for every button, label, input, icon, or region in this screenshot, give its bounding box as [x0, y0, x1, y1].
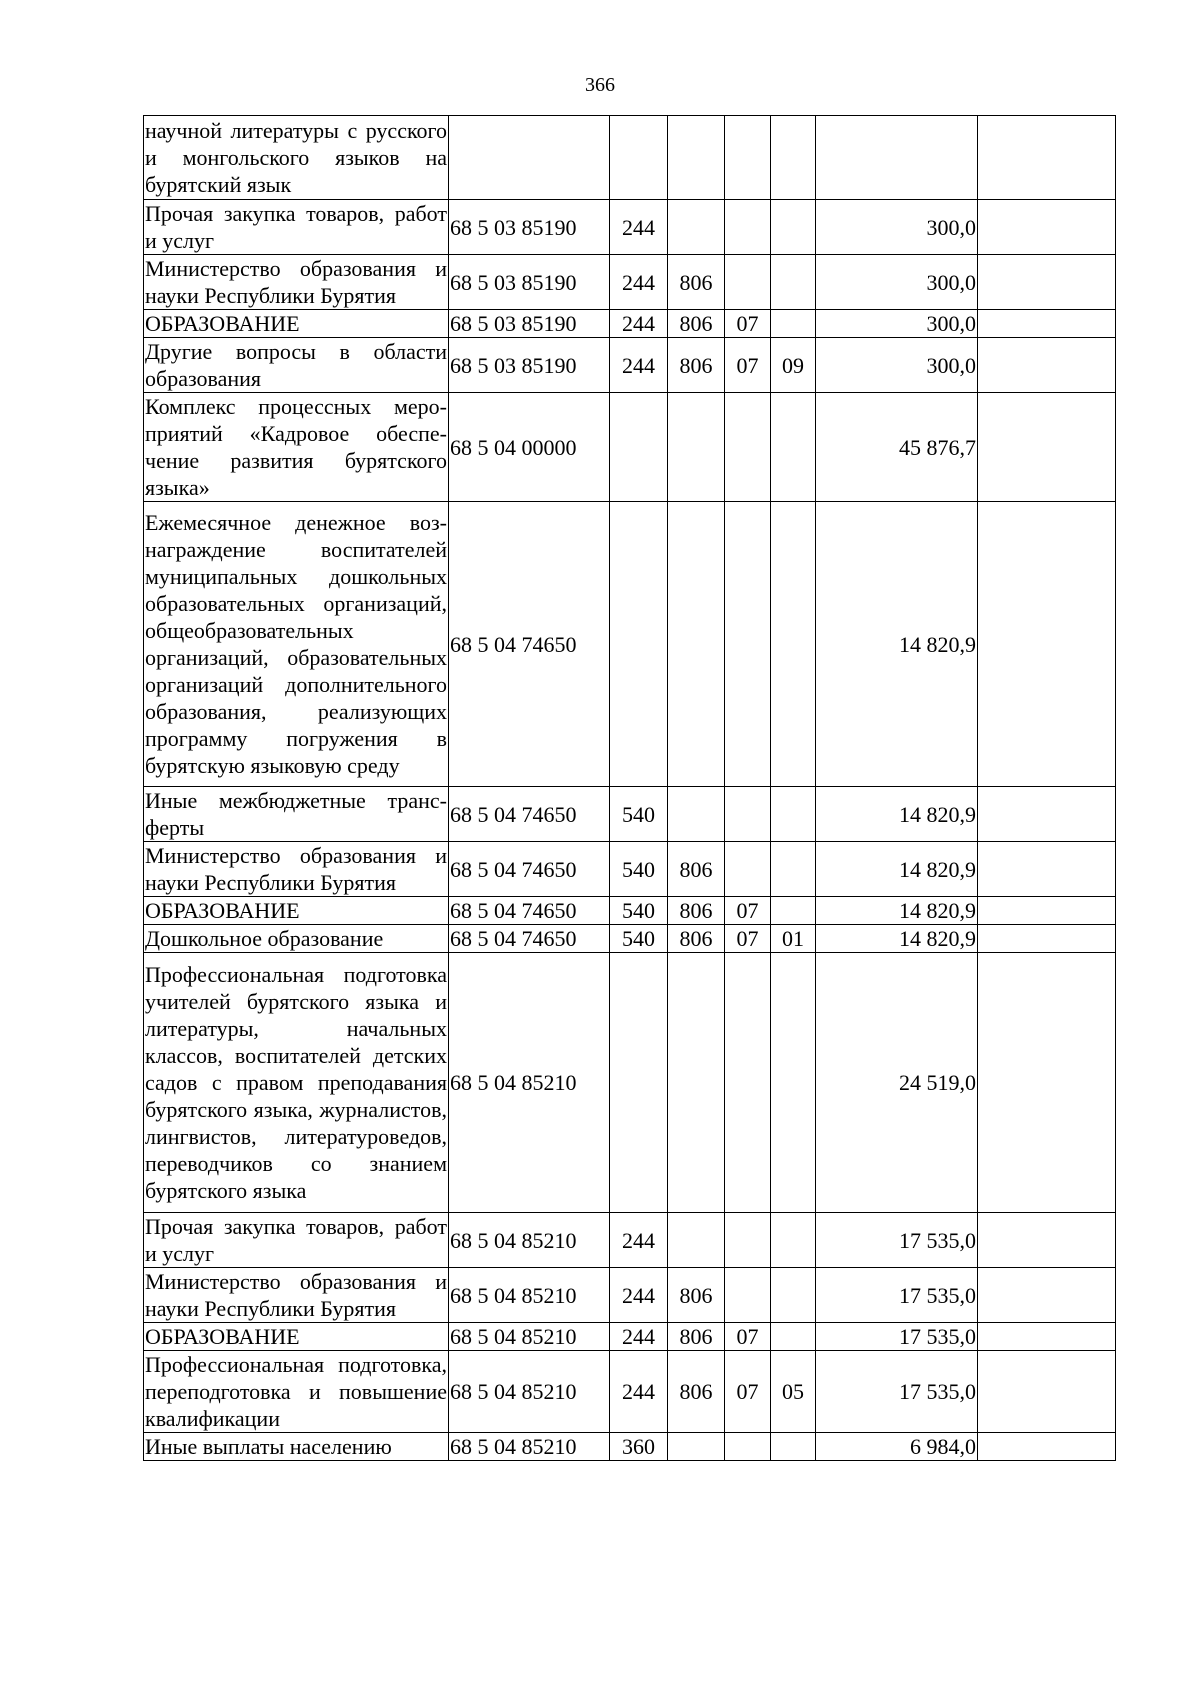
row-section: 07: [725, 338, 771, 393]
row-target-code: [449, 116, 610, 200]
row-empty-cell: [978, 925, 1116, 953]
row-amount: 17 535,0: [816, 1268, 978, 1323]
row-empty-cell: [978, 897, 1116, 925]
row-subsection: [771, 255, 816, 310]
row-expense-type: 540: [610, 897, 668, 925]
row-amount: 17 535,0: [816, 1323, 978, 1351]
row-amount: 14 820,9: [816, 842, 978, 897]
row-section: 07: [725, 925, 771, 953]
row-section: [725, 787, 771, 842]
row-expense-type: 244: [610, 310, 668, 338]
row-amount: 14 820,9: [816, 925, 978, 953]
row-section: 07: [725, 1323, 771, 1351]
row-empty-cell: [978, 1213, 1116, 1268]
row-ministry-code: 806: [668, 925, 725, 953]
row-target-code: 68 5 04 85210: [449, 1323, 610, 1351]
row-empty-cell: [978, 1351, 1116, 1433]
row-ministry-code: 806: [668, 842, 725, 897]
row-section: [725, 200, 771, 255]
row-target-code: 68 5 03 85190: [449, 255, 610, 310]
row-subsection: [771, 1268, 816, 1323]
row-empty-cell: [978, 310, 1116, 338]
row-expense-type: 244: [610, 1213, 668, 1268]
row-amount: 45 876,7: [816, 393, 978, 502]
row-name: Ежемесячное денежное вознаграждение воспитателей муниципальных дошкольных образовательных организаций, общеобразовательных организаций, образовательных организаций дополнительного образования, реализующих программу погружения в бурятскую языковую среду: [144, 502, 449, 787]
row-section: 07: [725, 897, 771, 925]
table-row: [144, 310, 1116, 338]
row-name: Профессиональная подготовка, переподготовка и повышение квалификации: [145, 1352, 447, 1431]
row-expense-type: 244: [610, 1323, 668, 1351]
row-section: 07: [725, 1351, 771, 1433]
row-target-code: 68 5 03 85190: [449, 200, 610, 255]
row-ministry-code: 806: [668, 1351, 725, 1433]
row-subsection: [771, 842, 816, 897]
row-name: Прочая закупка товаров, работ и услуг: [145, 1214, 447, 1266]
row-ministry-code: [668, 116, 725, 200]
row-empty-cell: [978, 200, 1116, 255]
row-name: Комплекс процессных мероприятий «Кадровое обеспечение развития бурятского языка»: [145, 394, 447, 500]
row-target-code: 68 5 04 74650: [449, 842, 610, 897]
row-empty-cell: [978, 1433, 1116, 1461]
row-expense-type: 244: [610, 1351, 668, 1433]
row-ministry-code: [668, 953, 725, 1213]
row-name: научной литературы с русского и монгольского языков на бурятский язык: [144, 116, 449, 200]
table-row: [144, 1323, 1116, 1351]
row-ministry-code: [668, 200, 725, 255]
row-ministry-code: 806: [668, 310, 725, 338]
row-name: Прочая закупка товаров, работ и услуг: [145, 201, 447, 253]
row-amount: 24 519,0: [816, 953, 978, 1213]
budget-table: [143, 115, 1116, 1461]
row-target-code: 68 5 03 85190: [449, 310, 610, 338]
table-row: [144, 393, 1116, 502]
row-ministry-code: [668, 502, 725, 787]
row-ministry-code: [668, 787, 725, 842]
row-amount: 14 820,9: [816, 787, 978, 842]
row-target-code: 68 5 04 74650: [449, 502, 610, 787]
row-target-code: 68 5 03 85190: [449, 338, 610, 393]
row-empty-cell: [978, 787, 1116, 842]
table-row: [144, 338, 1116, 393]
row-empty-cell: [978, 1323, 1116, 1351]
row-name: Иные выплаты населению: [144, 1433, 449, 1461]
row-amount: [816, 116, 978, 200]
row-target-code: 68 5 04 00000: [449, 393, 610, 502]
row-subsection: 09: [771, 338, 816, 393]
row-expense-type: [610, 502, 668, 787]
row-expense-type: [610, 953, 668, 1213]
row-name: ОБРАЗОВАНИЕ: [144, 897, 449, 925]
table-row: [144, 897, 1116, 925]
row-section: [725, 1213, 771, 1268]
row-subsection: [771, 502, 816, 787]
row-name: Министерство образования и науки Республики Бурятия: [145, 1269, 447, 1321]
row-empty-cell: [978, 502, 1116, 787]
row-section: [725, 502, 771, 787]
table-row: [144, 502, 1116, 787]
row-expense-type: 360: [610, 1433, 668, 1461]
row-empty-cell: [978, 393, 1116, 502]
row-subsection: [771, 1323, 816, 1351]
row-name: Дошкольное образование: [144, 925, 449, 953]
table-row: [144, 925, 1116, 953]
row-expense-type: 540: [610, 925, 668, 953]
row-amount: 14 820,9: [816, 502, 978, 787]
row-amount: 300,0: [816, 338, 978, 393]
row-expense-type: [610, 393, 668, 502]
row-subsection: [771, 310, 816, 338]
row-expense-type: 244: [610, 200, 668, 255]
row-target-code: 68 5 04 74650: [449, 897, 610, 925]
row-name: Профессиональная подготовка учителей бурятского языка и литературы, начальных классов, воспитателей детских садов с правом преподавания бурятского языка, журналистов, лингвистов, литературоведов, переводчиков со знанием бурятского языка: [144, 953, 449, 1213]
row-subsection: [771, 787, 816, 842]
row-target-code: 68 5 04 85210: [449, 1351, 610, 1433]
table-row: [144, 1213, 1116, 1268]
page-number: 366: [585, 74, 615, 96]
row-section: [725, 953, 771, 1213]
row-name: ОБРАЗОВАНИЕ: [144, 1323, 449, 1351]
row-ministry-code: 806: [668, 897, 725, 925]
row-subsection: [771, 116, 816, 200]
table-row: [144, 255, 1116, 310]
row-expense-type: 540: [610, 842, 668, 897]
table-row: [144, 787, 1116, 842]
row-expense-type: 244: [610, 1268, 668, 1323]
row-expense-type: 244: [610, 338, 668, 393]
row-amount: 17 535,0: [816, 1213, 978, 1268]
row-target-code: 68 5 04 85210: [449, 1433, 610, 1461]
row-subsection: [771, 1433, 816, 1461]
row-name: Иные межбюджетные трансферты: [145, 788, 447, 840]
row-subsection: 01: [771, 925, 816, 953]
row-subsection: [771, 897, 816, 925]
row-amount: 300,0: [816, 200, 978, 255]
row-expense-type: 244: [610, 255, 668, 310]
row-amount: 6 984,0: [816, 1433, 978, 1461]
row-section: [725, 842, 771, 897]
row-amount: 14 820,9: [816, 897, 978, 925]
row-expense-type: [610, 116, 668, 200]
row-section: [725, 116, 771, 200]
row-amount: 300,0: [816, 255, 978, 310]
row-subsection: 05: [771, 1351, 816, 1433]
row-target-code: 68 5 04 74650: [449, 925, 610, 953]
row-subsection: [771, 953, 816, 1213]
row-expense-type: 540: [610, 787, 668, 842]
row-subsection: [771, 1213, 816, 1268]
row-name: Министерство образования и науки Республики Бурятия: [145, 843, 447, 895]
row-ministry-code: 806: [668, 1268, 725, 1323]
row-empty-cell: [978, 255, 1116, 310]
row-empty-cell: [978, 953, 1116, 1213]
row-empty-cell: [978, 338, 1116, 393]
row-ministry-code: [668, 1213, 725, 1268]
row-name: Министерство образования и науки Республики Бурятия: [145, 256, 447, 308]
row-subsection: [771, 200, 816, 255]
row-section: [725, 393, 771, 502]
row-ministry-code: [668, 393, 725, 502]
row-target-code: 68 5 04 85210: [449, 953, 610, 1213]
row-section: [725, 1433, 771, 1461]
row-amount: 300,0: [816, 310, 978, 338]
row-empty-cell: [978, 1268, 1116, 1323]
row-amount: 17 535,0: [816, 1351, 978, 1433]
row-section: [725, 255, 771, 310]
row-subsection: [771, 393, 816, 502]
row-target-code: 68 5 04 85210: [449, 1213, 610, 1268]
table-row: [144, 200, 1116, 255]
row-ministry-code: 806: [668, 338, 725, 393]
table-row: [144, 1268, 1116, 1323]
row-ministry-code: 806: [668, 255, 725, 310]
table-row: [144, 842, 1116, 897]
row-name: ОБРАЗОВАНИЕ: [144, 310, 449, 338]
row-section: 07: [725, 310, 771, 338]
row-section: [725, 1268, 771, 1323]
row-target-code: 68 5 04 85210: [449, 1268, 610, 1323]
row-ministry-code: [668, 1433, 725, 1461]
table-row: [144, 116, 1116, 200]
row-empty-cell: [978, 116, 1116, 200]
row-empty-cell: [978, 842, 1116, 897]
row-name: Другие вопросы в области образования: [145, 339, 447, 391]
table-row: [144, 953, 1116, 1213]
row-target-code: 68 5 04 74650: [449, 787, 610, 842]
table-row: [144, 1433, 1116, 1461]
table-row: [144, 1351, 1116, 1433]
row-ministry-code: 806: [668, 1323, 725, 1351]
